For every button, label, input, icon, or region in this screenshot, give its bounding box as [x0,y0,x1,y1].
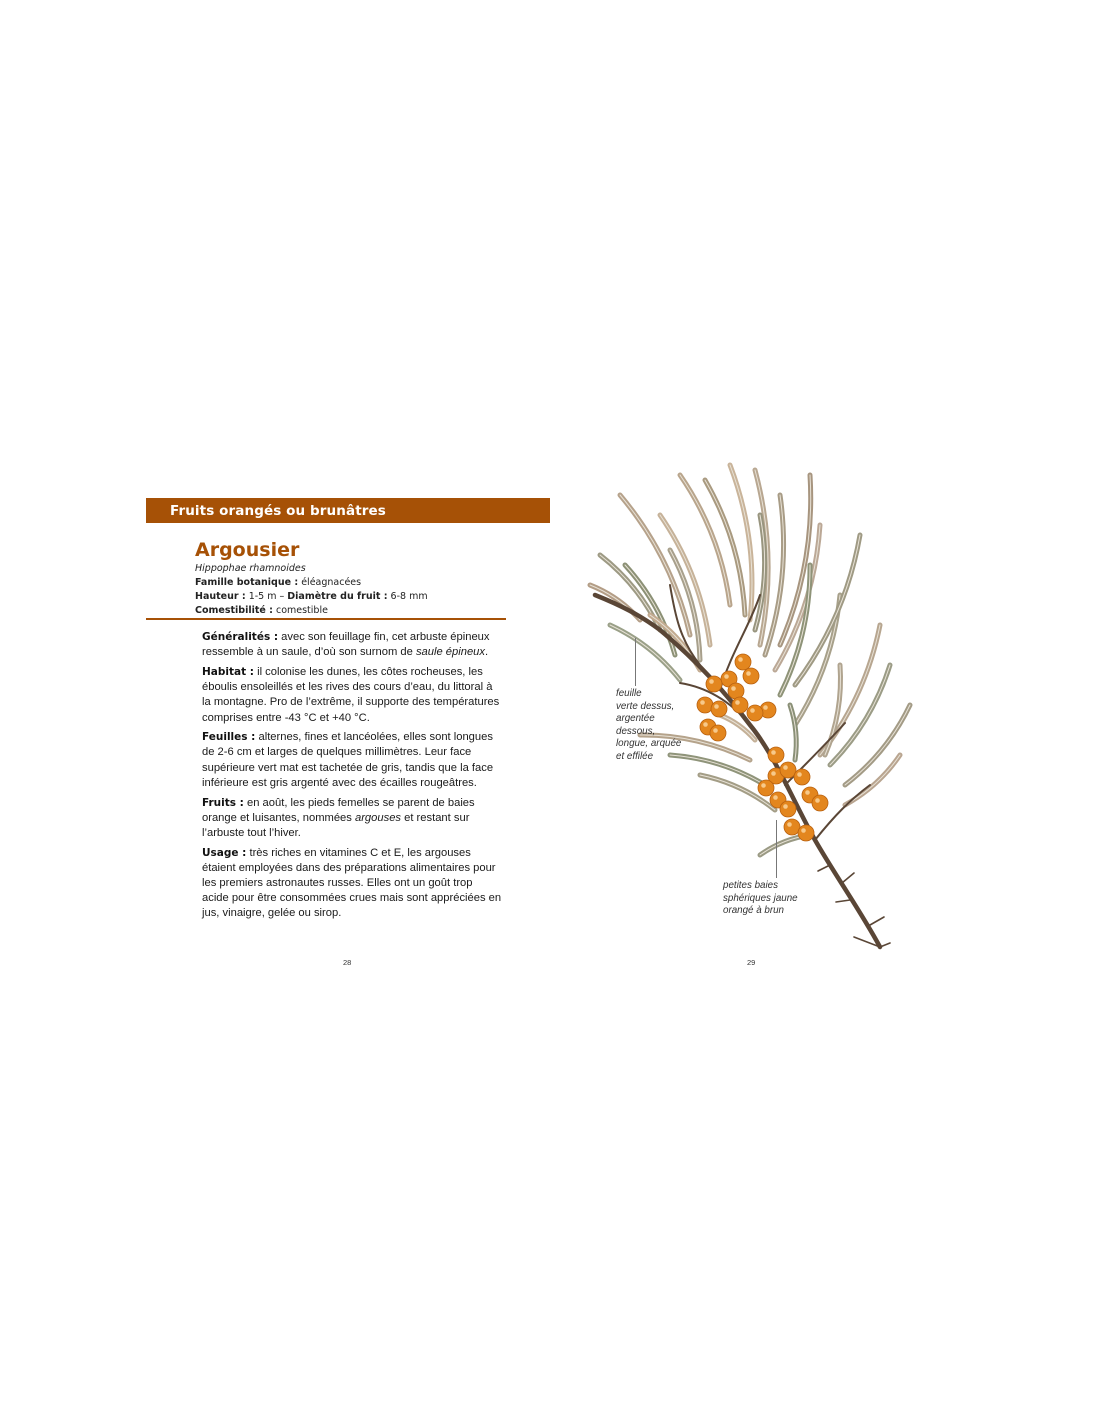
paragraph-text: avec son feuillage fin, cet arbuste épineux ressemble à un saule, d’où son surnom de [202,631,490,659]
paragraph-text: très riches en vitamines C et E, les argouses étaient employées dans des préparations alimentaires pour les premiers astronautes russes. Elles ont un goût trop acide pour être consommées crues mais sont appréciées en jus, vinaigre, gelée ou sirop. [202,846,502,920]
callout-berries-line: sphériques jaune [723,892,798,904]
paragraph-text-end: et restant sur l’arbuste tout l’hiver. [202,811,470,839]
page-number-right: 29 [747,958,756,967]
leaf [845,705,910,785]
berry [747,705,763,721]
leaf-midrib [845,705,910,785]
callout-leaf-line: feuille [616,688,642,699]
callout-berries-leader [776,820,777,878]
paragraph-usage [202,846,502,922]
berry [798,825,814,841]
callout-berries [723,880,798,918]
berry [706,676,722,692]
callout-berries-line: petites baies [723,880,779,891]
berry [780,762,796,778]
paragraph-habitat [202,665,502,726]
paragraph-label: Habitat : [202,665,254,678]
paragraph-label: Feuilles : [202,731,256,744]
callout-leaf-line: longue, arquée [616,738,682,749]
berry [711,701,727,717]
meta-dimensions [195,590,515,604]
paragraph-label: Généralités : [202,631,279,643]
paragraph-label: Usage : [202,846,247,859]
page-number-left: 28 [343,958,352,967]
callout-leaf-line: dessous, [616,725,656,737]
berry [732,697,748,713]
meta-diametre-label: Diamètre du fruit : [287,591,388,602]
paragraph-text: en août, les pieds femelles se parent de baies orange et luisantes, nommées [202,796,475,824]
meta-diametre-value: 6-8 mm [387,591,428,602]
paragraph-label: Fruits : [202,796,244,809]
section-header-band [146,498,550,523]
paragraph-text: alternes, fines et lancéolées, elles sont longues de 2-6 cm et larges de quelques millimètres. Leur face supérieure vert mat est tachetée de gris, tandis que la face inférieure est gris argenté avec des écailles rougeâtres. [202,731,494,789]
paragraph-text: il colonise les dunes, les côtes rocheuses, les éboulis ensoleillés et les rives des cours d’eau, du littoral à la montagne. Pro de l’extrême, il supporte des températures comprises entre -43 °C et +40 °C. [202,665,500,724]
meta-comestibilite-value: comestible [272,605,328,616]
meta-famille-label: Famille botanique : [195,577,299,588]
species-header [195,538,515,618]
paragraph-emphasis: argouses [354,811,402,824]
paragraph-feuilles [202,730,502,791]
latin-name: Hippophae rhamnoides [195,563,306,574]
meta-comestibilite-label: Comestibilité : [195,605,273,616]
meta-hauteur-label: Hauteur : [195,591,246,602]
berry [794,769,810,785]
callout-leaf-line: argentée [616,713,655,724]
paragraph-emphasis: saule épineux [415,646,485,659]
callout-leaf-leader [635,638,636,686]
berry [743,668,759,684]
meta-hauteur-value: 1-5 m – [245,591,288,602]
callout-leaf-line: et effilée [616,750,654,762]
header-divider [146,618,506,620]
callout-leaf [616,688,681,763]
meta-famille-value: éléagnacées [298,577,362,588]
berry [710,725,726,741]
species-name: Argousier [195,539,300,561]
berry [780,801,796,817]
meta-famille [195,576,515,590]
section-title: Fruits orangés ou brunâtres [170,502,386,519]
paragraph-generalites [202,630,502,660]
berry [768,747,784,763]
paragraph-text-end: . [484,646,489,659]
paragraph-fruits [202,796,502,842]
berry [728,683,744,699]
berry [697,697,713,713]
species-description [202,630,502,926]
berry [812,795,828,811]
callout-leaf-line: verte dessus, [616,700,675,712]
berry [758,780,774,796]
berry [735,654,751,670]
callout-berries-line: orangé à brun [723,905,785,916]
berry [784,819,800,835]
meta-comestibilite [195,604,515,618]
